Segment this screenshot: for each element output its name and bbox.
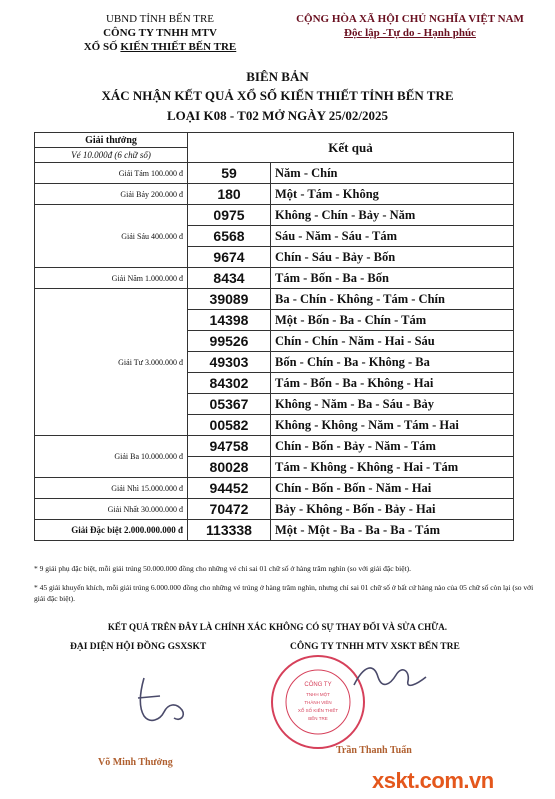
result-number: 00582 <box>188 415 271 436</box>
result-number: 94452 <box>188 478 271 499</box>
company-signature <box>350 655 430 705</box>
header-company-name <box>40 40 280 54</box>
supervisor-signature <box>130 672 200 728</box>
company-signatory-name: Trần Thanh Tuấn <box>336 745 412 756</box>
result-number: 94758 <box>188 436 271 457</box>
prize-name: Giải Bảy 200.000 đ <box>35 184 188 205</box>
confirmation-statement: KẾT QUẢ TRÊN ĐÂY LÀ CHÍNH XÁC KHÔNG CÓ SỰ THAY ĐỔI VÀ SỬA CHỮA. <box>107 622 448 632</box>
svg-text:TNHH MỘT: TNHH MỘT <box>306 692 330 697</box>
result-words: Chín - Bốn - Bốn - Năm - Hai <box>271 478 514 499</box>
result-words: Tám - Không - Không - Hai - Tám <box>271 457 514 478</box>
header-left <box>40 12 280 54</box>
notes <box>34 563 534 612</box>
table-header-row <box>35 133 514 148</box>
result-number: 113338 <box>188 520 271 541</box>
result-number: 99526 <box>188 331 271 352</box>
document-title: BIÊN BẢN <box>246 69 309 84</box>
result-row <box>35 184 514 205</box>
supervisor-name: Võ Minh Thưởng <box>98 757 173 768</box>
result-number: 80028 <box>188 457 271 478</box>
result-words: Một - Bốn - Ba - Chín - Tám <box>271 310 514 331</box>
document-draw-info: LOẠI K08 - T02 MỞ NGÀY 25/02/2025 <box>166 108 388 123</box>
result-words: Không - Chín - Bảy - Năm <box>271 205 514 226</box>
result-number: 39089 <box>188 289 271 310</box>
result-words: Một - Tám - Không <box>271 184 514 205</box>
result-words: Không - Không - Năm - Tám - Hai <box>271 415 514 436</box>
header-country: CỘNG HÒA XÃ HỘI CHỦ NGHĨA VIỆT NAM <box>296 13 524 25</box>
header-company-name-a: XỔ SỐ <box>83 41 121 53</box>
result-number: 0975 <box>188 205 271 226</box>
result-words: Chín - Bốn - Bảy - Năm - Tám <box>271 436 514 457</box>
header-company: CÔNG TY TNHH MTV <box>103 27 217 39</box>
result-words: Chín - Chín - Năm - Hai - Sáu <box>271 331 514 352</box>
result-row <box>35 289 514 310</box>
result-row <box>35 268 514 289</box>
watermark-logo: xskt.com.vn <box>372 768 494 793</box>
result-number: 05367 <box>188 394 271 415</box>
result-number: 14398 <box>188 310 271 331</box>
prize-name: Giải Nhất 30.000.000 đ <box>35 499 188 520</box>
header-motto: Độc lập -Tự do - Hạnh phúc <box>344 27 476 39</box>
svg-text:XỔ SỐ KIẾN THIẾT: XỔ SỐ KIẾN THIẾT <box>297 708 339 713</box>
prize-name: Giải Sáu 400.000 đ <box>35 205 188 268</box>
result-words: Tám - Bốn - Ba - Không - Hai <box>271 373 514 394</box>
result-number: 59 <box>188 163 271 184</box>
company-signatory-title: CÔNG TY TNHH MTV XSKT BẾN TRE <box>290 642 460 652</box>
document-subtitle: XÁC NHẬN KẾT QUẢ XỔ SỐ KIẾN THIẾT TỈNH BẾN TRE <box>101 88 454 103</box>
result-words: Sáu - Năm - Sáu - Tám <box>271 226 514 247</box>
result-words: Một - Một - Ba - Ba - Ba - Tám <box>271 520 514 541</box>
result-words: Chín - Sáu - Bảy - Bốn <box>271 247 514 268</box>
result-row <box>35 520 514 541</box>
prize-name: Giải Tám 100.000 đ <box>35 163 188 184</box>
col-ticket-header: Vé 10.000đ (6 chữ số) <box>35 148 188 163</box>
result-words: Ba - Chín - Không - Tám - Chín <box>271 289 514 310</box>
result-number: 180 <box>188 184 271 205</box>
prize-name: Giải Ba 10.000.000 đ <box>35 436 188 478</box>
prize-name: Giải Đặc biệt 2.000.000.000 đ <box>35 520 188 541</box>
result-words: Không - Năm - Ba - Sáu - Bảy <box>271 394 514 415</box>
result-words: Bốn - Chín - Ba - Không - Ba <box>271 352 514 373</box>
prize-name: Giải Tư 3.000.000 đ <box>35 289 188 436</box>
col-prize-header: Giải thưởng <box>35 133 188 148</box>
header-province: UBND TỈNH BẾN TRE <box>105 13 215 25</box>
svg-text:CÔNG TY: CÔNG TY <box>304 682 332 688</box>
results-table <box>34 132 514 541</box>
result-number: 8434 <box>188 268 271 289</box>
result-number: 84302 <box>188 373 271 394</box>
header-right <box>270 12 550 40</box>
result-words: Bảy - Không - Bốn - Bảy - Hai <box>271 499 514 520</box>
col-result-header: Kết quả <box>188 133 514 163</box>
result-number: 9674 <box>188 247 271 268</box>
supervisor-title: ĐẠI DIỆN HỘI ĐỒNG GSXSKT <box>70 642 207 652</box>
note-encouragement: * 45 giải khuyến khích, mỗi giải trúng 6.000.000 đồng cho những vé trúng ở hàng trăm nghìn, nhưng chỉ sai 01 chữ số ở bất cứ hàng nào của 05 chữ số còn lại (so với giải đặc biệt). <box>34 583 534 603</box>
result-number: 70472 <box>188 499 271 520</box>
result-row <box>35 163 514 184</box>
prize-name: Giải Năm 1.000.000 đ <box>35 268 188 289</box>
result-words: Tám - Bốn - Ba - Bốn <box>271 268 514 289</box>
svg-text:BẾN TRE: BẾN TRE <box>308 716 328 721</box>
header-company-name-b: KIẾN THIẾT BẾN TRE <box>120 41 237 53</box>
result-row <box>35 205 514 226</box>
svg-text:THÀNH VIÊN: THÀNH VIÊN <box>304 700 332 705</box>
result-row <box>35 499 514 520</box>
result-number: 49303 <box>188 352 271 373</box>
prize-name: Giải Nhì 15.000.000 đ <box>35 478 188 499</box>
result-words: Năm - Chín <box>271 163 514 184</box>
result-number: 6568 <box>188 226 271 247</box>
result-row <box>35 478 514 499</box>
result-row <box>35 436 514 457</box>
note-special-consolation: * 9 giải phụ đặc biệt, mỗi giải trúng 50.000.000 đồng cho những vé chỉ sai 01 chữ số ở hàng trăm nghìn (so với giải đặc biệt). <box>34 564 412 573</box>
